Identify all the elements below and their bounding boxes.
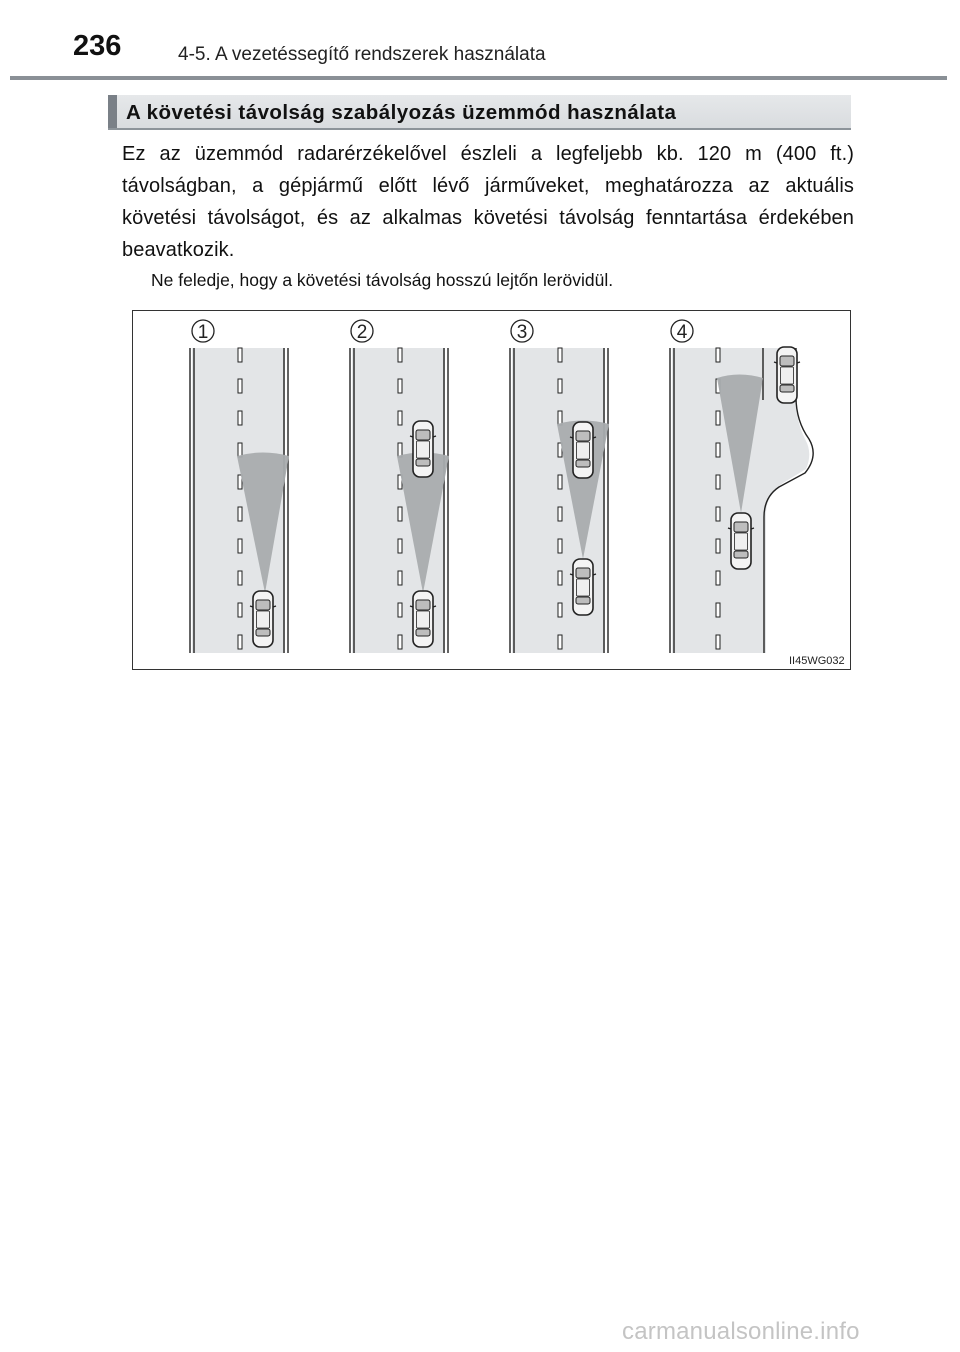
header-rule bbox=[10, 76, 947, 80]
vehicle-other-lane bbox=[774, 347, 800, 403]
radar-illustration bbox=[132, 310, 851, 670]
watermark: carmanualsonline.info bbox=[622, 1318, 860, 1345]
section-heading bbox=[108, 95, 851, 130]
section-heading-text: A követési távolság szabályozás üzemmód használata bbox=[126, 101, 677, 124]
panel-3-number-badge bbox=[511, 320, 533, 343]
panel-1-label: 1 bbox=[197, 322, 209, 343]
vehicle-ahead bbox=[410, 421, 436, 477]
panel-1-number-badge bbox=[192, 320, 214, 343]
panel-4 bbox=[670, 320, 813, 653]
note-paragraph: Ne feledje, hogy a követési távolság hosszú lejtőn lerövidül. bbox=[151, 270, 614, 290]
own-vehicle bbox=[570, 559, 596, 615]
vehicle-ahead bbox=[570, 422, 596, 478]
body-paragraph: Ez az üzemmód radarérzékelővel észleli a legfeljebb kb. 120 m (400 ft.) távolságban, a gépjármű előtt lévő járműveket, meghatározza az aktuális követési távolságot, és az alkalmas követési távolság fenntartása érdekében beavatkozik. bbox=[122, 143, 854, 261]
own-vehicle bbox=[410, 591, 436, 647]
panel-3 bbox=[510, 320, 609, 653]
panel-2-number-badge bbox=[351, 320, 373, 343]
panel-3-label: 3 bbox=[516, 322, 528, 343]
panel-1 bbox=[190, 320, 289, 653]
panel-4-number-badge bbox=[671, 320, 693, 343]
figure-code: II45WG032 bbox=[789, 655, 845, 667]
panel-4-label: 4 bbox=[676, 322, 688, 343]
panel-2 bbox=[350, 320, 449, 653]
chapter-title: 4-5. A vezetéssegítő rendszerek használata bbox=[178, 44, 546, 65]
own-vehicle bbox=[728, 513, 754, 569]
panel-2-label: 2 bbox=[356, 322, 368, 343]
radar-illustration-svg bbox=[133, 311, 852, 671]
section-heading-bar bbox=[108, 95, 117, 128]
page-number: 236 bbox=[73, 30, 122, 62]
own-vehicle bbox=[250, 591, 276, 647]
